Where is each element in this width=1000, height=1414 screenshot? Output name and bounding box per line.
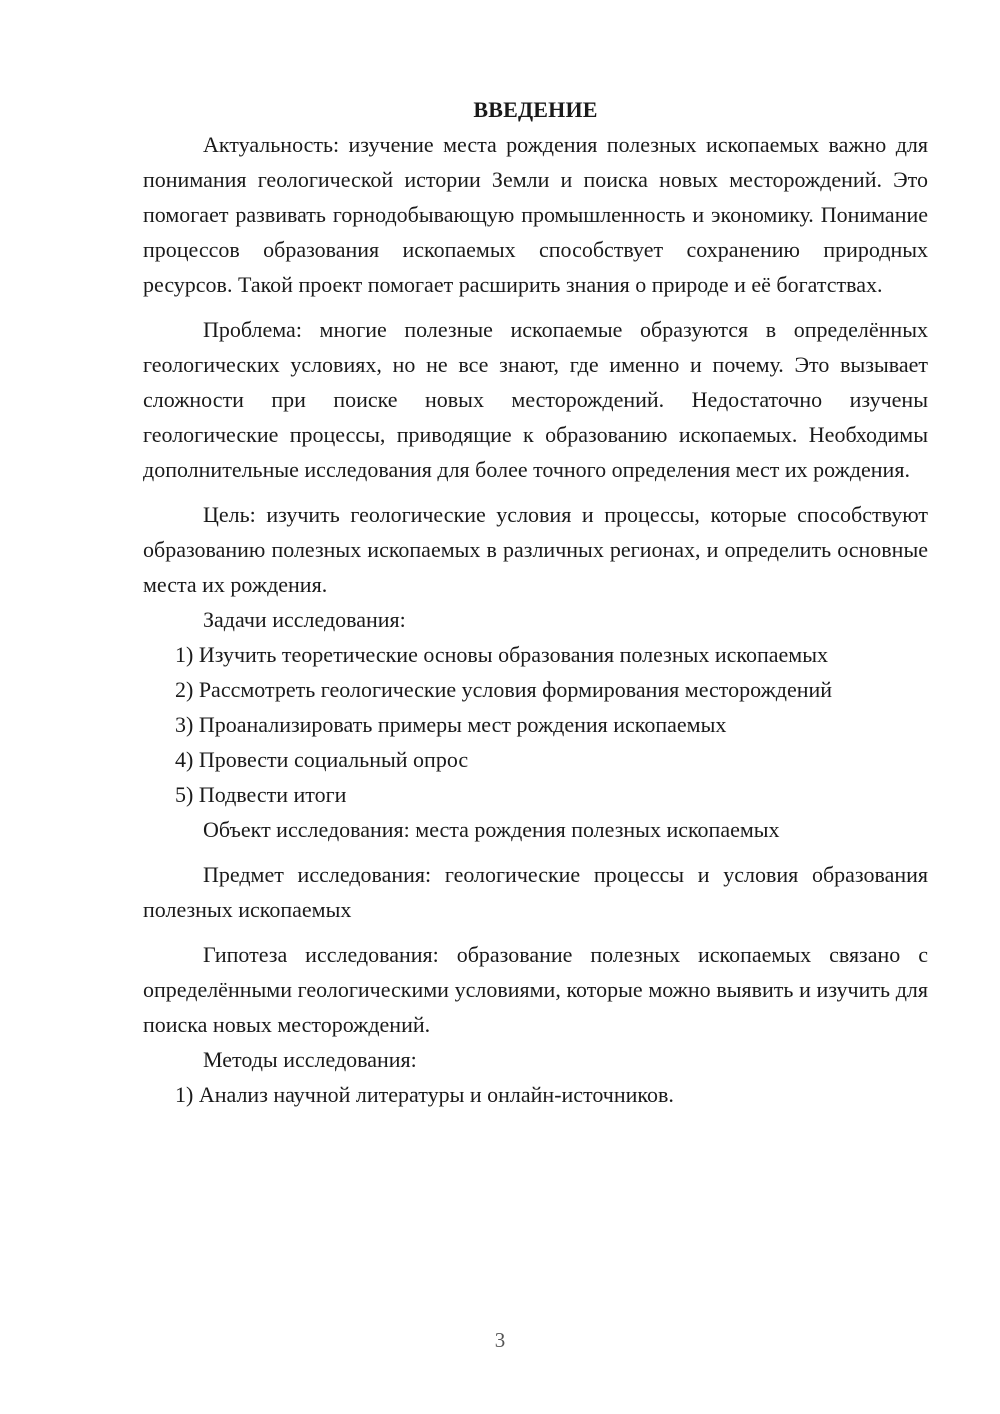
tasks-list (143, 637, 928, 812)
task-item: 2) Рассмотреть геологические условия формирования месторождений (175, 677, 833, 702)
task-item: 5) Подвести итоги (175, 782, 347, 807)
goal-paragraph: Цель: изучить геологические условия и процессы, которые способствуют образованию полезных ископаемых в различных регионах, и определить основные места их рождения. (143, 502, 928, 597)
page-number: 3 (494, 1328, 506, 1352)
methods-list (143, 1077, 928, 1112)
problem-paragraph: Проблема: многие полезные ископаемые образуются в определённых геологических условиях, но не все знают, где именно и почему. Это вызывает сложности при поиске новых месторождений. Недостаточно изучены геологические процессы, приводящие к образованию ископаемых. Необходимы дополнительные исследования для более точного определения мест их рождения. (143, 317, 928, 482)
section-title: ВВЕДЕНИЕ (473, 97, 598, 122)
object-line: Объект исследования: места рождения полезных ископаемых (203, 817, 780, 842)
document-page (143, 92, 928, 1112)
methods-heading: Методы исследования: (203, 1047, 417, 1072)
tasks-heading: Задачи исследования: (203, 607, 406, 632)
task-item: 4) Провести социальный опрос (175, 747, 469, 772)
task-item: 1) Изучить теоретические основы образования полезных ископаемых (175, 642, 828, 667)
method-item: 1) Анализ научной литературы и онлайн-источников. (175, 1082, 674, 1107)
hypothesis-paragraph: Гипотеза исследования: образование полезных ископаемых связано с определёнными геологическими условиями, которые можно выявить и изучить для поиска новых месторождений. (143, 942, 928, 1037)
task-item: 3) Проанализировать примеры мест рождения ископаемых (175, 712, 727, 737)
relevance-paragraph: Актуальность: изучение места рождения полезных ископаемых важно для понимания геологической истории Земли и поиска новых месторождений. Это помогает развивать горнодобывающую промышленность и экономику. Понимание процессов образования ископаемых способствует сохранению природных ресурсов. Такой проект помогает расширить знания о природе и её богатствах. (143, 132, 928, 297)
subject-paragraph: Предмет исследования: геологические процессы и условия образования полезных ископаемых (143, 862, 928, 922)
